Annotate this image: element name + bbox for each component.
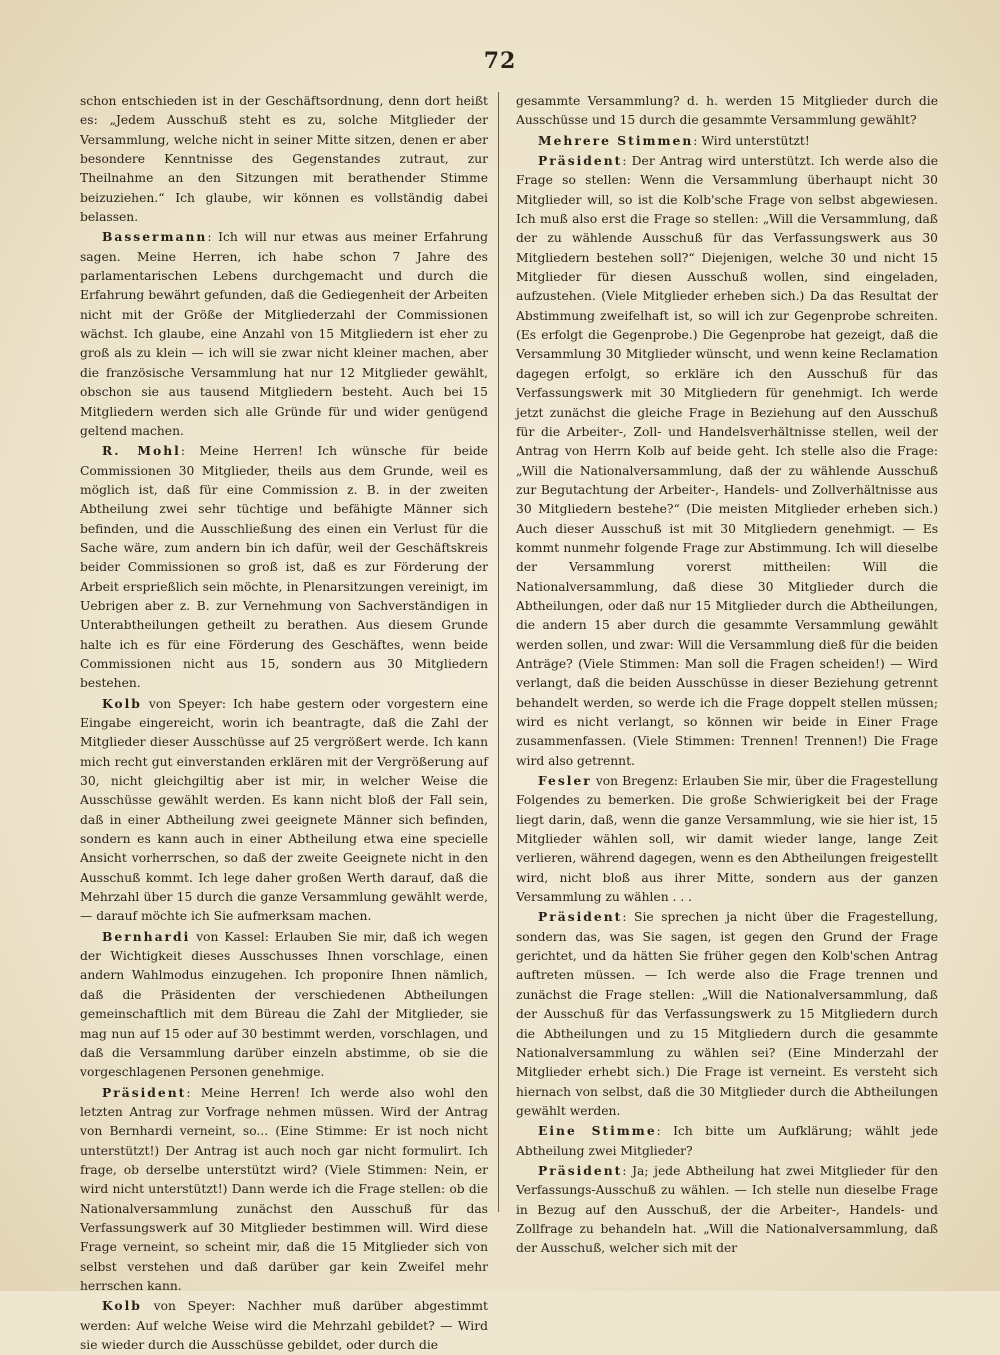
speaker-name: Kolb <box>102 1298 142 1314</box>
speaker-name: Bassermann <box>102 229 208 245</box>
speaker-name: Präsident <box>538 1162 623 1178</box>
paragraph: gesammte Versammlung? d. h. werden 15 Mitglieder durch die Ausschüsse und 15 durch die gesammte Versammlung gewählt? <box>516 94 938 128</box>
paragraph: Kolb von Speyer: Ich habe gestern oder vorgestern eine Eingabe eingereicht, worin ich beantragte, daß die Zahl der Mitglieder dieser Ausschüsse auf 25 vergrößert werde. Ich kann mich recht gut einverstanden erklären mit der Vergrößerung auf 30, nicht gleichgiltig aber ist mir, in welcher Weise die Ausschüsse gewählt werden. Es kann nicht bloß der Fall sein, daß in einer Abtheilung zwei geeignete Männer sich befinden, sondern es kann auch in einer Abtheilung etwa eine specielle Ansicht vorherrschen, so daß der zweite Geeignete nicht in den Ausschuß kommt. Ich lege daher großen Werth darauf, daß die Mehrzahl über 15 durch die ganze Versammlung gewählt werde, — darauf möchte ich Sie aufmerksam machen. <box>80 695 488 924</box>
column-divider <box>498 92 499 1212</box>
paragraph: R. Mohl: Meine Herren! Ich wünsche für beide Commissionen 30 Mitglieder, theils aus dem Grunde, weil es möglich ist, daß für eine Commission z. B. in der zweiten Abtheilung zwei sehr tüchtige und befähigte Männer sich befinden, und die Ausschließung des einen ein Verlust für die Sache wäre, zum andern bin ich dafür, weil der Geschäftskreis beider Commissionen so groß ist, daß es zur Förderung der Arbeit ersprießlich sein möchte, in Plenarsitzungen vereinigt, im Uebrigen aber z. B. zur Vernehmung von Sachverständigen in Unterabtheilungen getheilt zu berathen. Aus diesem Grunde halte ich es für eine Förderung des Geschäftes, wenn beide Commissionen nicht aus 15, sondern aus 30 Mitgliedern bestehen. <box>80 443 488 691</box>
paragraph: Fesler von Bregenz: Erlauben Sie mir, über die Fragestellung Folgendes zu bemerken. Die große Schwierigkeit bei der Frage liegt darin, daß, wenn die ganze Versammlung, wie sie hier ist, 15 Mitglieder wählen soll, wir damit wieder lange, lange Zeit verlieren, während dagegen, wenn es den Abtheilungen freigestellt wird, nicht bloß aus ihrer Mitte, sondern aus der ganzen Versammlung zu wählen . . . <box>516 773 938 905</box>
paragraph: Kolb von Speyer: Nachher muß darüber abgestimmt werden: Auf welche Weise wird die Mehrzahl gebildet? — Wird sie wieder durch die Ausschüsse gebildet, oder durch die <box>80 1298 488 1352</box>
paragraph: Bernhardi von Kassel: Erlauben Sie mir, daß ich wegen der Wichtigkeit dieses Ausschusses Ihnen vorschlage, einen andern Wahlmodus einzugehen. Ich proponire Ihnen nämlich, daß die Präsidenten der verschiedenen Abtheilungen gemeinschaftlich mit dem Büreau die Zahl der Mitglieder, sie mag nun auf 15 oder auf 30 bestimmt werden, vorschlagen, und daß die Versammlung darüber einzeln abstimme, ob sie die vorgeschlagenen Personen genehmige. <box>80 928 488 1080</box>
speaker-name: Eine Stimme <box>538 1123 657 1139</box>
right-column <box>516 92 938 1259</box>
paragraph: Präsident: Ja; jede Abtheilung hat zwei Mitglieder für den Verfassungs-Ausschuß zu wählen. — Ich stelle nun dieselbe Frage in Bezug auf den Ausschuß, der die Arbeiter-, Handels- und Zollfrage zu behandeln hat. „Will die Nationalversammlung, daß der Ausschuß, welcher sich mit der <box>516 1162 938 1256</box>
speaker-name: Präsident <box>538 153 623 169</box>
speaker-name: Fesler <box>538 773 592 789</box>
paragraph: schon entschieden ist in der Geschäftsordnung, denn dort heißt es: „Jedem Ausschuß steht es zu, solche Mitglieder der Versammlung, welche nicht in seiner Mitte sitzen, denen er aber besondere Kenntnisse des Gegenstandes zutraut, zur Theilnahme an den Sitzungen mit berathender Stimme beizuziehen.“ Ich glaube, wir können es vollständig dabei belassen. <box>80 94 488 225</box>
speaker-name: R. Mohl <box>102 443 181 459</box>
speaker-name: Präsident <box>538 909 623 925</box>
paragraph: Präsident: Meine Herren! Ich werde also wohl den letzten Antrag zur Vorfrage nehmen müssen. Wird der Antrag von Bernhardi verneint, so... (Eine Stimme: Er ist noch nicht unterstützt!) Der Antrag ist auch noch gar nicht formulirt. Ich frage, ob derselbe unterstützt wird? (Viele Stimmen: Nein, er wird nicht unterstützt!) Dann werde ich die Frage stellen: ob die Nationalversammlung zunächst den Ausschuß für das Verfassungswerk auf 30 Mitglieder bestimmen will. Wird diese Frage verneint, so scheint mir, daß die 15 Mitglieder sich von selbst verstehen und daß darüber gar kein Zweifel mehr herrschen kann. <box>80 1084 488 1293</box>
paragraph: Mehrere Stimmen: Wird unterstützt! <box>538 132 810 148</box>
paragraph: Eine Stimme: Ich bitte um Aufklärung; wählt jede Abtheilung zwei Mitglieder? <box>516 1123 939 1158</box>
page-number: 72 <box>483 48 517 74</box>
paragraph: Präsident: Der Antrag wird unterstützt. Ich werde also die Frage so stellen: Wenn die Versammlung überhaupt nicht 30 Mitglieder will, so ist die Kolb'sche Frage von selbst abgewiesen. Ich muß also erst die Frage so stellen: „Will die Versammlung, daß der zu wählende Ausschuß für das Verfassungswerk aus 30 Mitgliedern bestehen soll?“ Diejenigen, welche 30 und nicht 15 Mitglieder für diesen Ausschuß wollen, sind eingeladen, aufzustehen. (Viele Mitglieder erheben sich.) Da das Resultat der Abstimmung zweifelhaft ist, so will ich zur Gegenprobe schreiten. (Es erfolgt die Gegenprobe.) Die Gegenprobe hat gezeigt, daß die Versammlung 30 Mitglieder wünscht, und wenn keine Reclamation dagegen erfolgt, so erkläre ich den Ausschuß für das Verfassungswerk mit 30 Mitgliedern für genehmigt. Ich werde jetzt zunächst die gleiche Frage in Beziehung auf den Ausschuß für die Arbeiter-, Zoll- und Handelsverhältnisse stellen, weil der Antrag von Herrn Kolb auf beide geht. Ich stelle also die Frage: „Will die Nationalversammlung, daß der zu wählende Ausschuß zur Begutachtung der Arbeiter-, Handels- und Zollverhältnisse aus 30 Mitgliedern bestehe?“ (Die meisten Mitglieder erheben sich.) Auch dieser Ausschuß ist mit 30 Mitgliedern genehmigt. — Es kommt nunmehr folgende Frage zur Abstimmung. Ich will dieselbe der Versammlung vorerst mittheilen: Will die Nationalversammlung, daß diese 30 Mitglieder durch die Abtheilungen, oder daß nur 15 Mitglieder durch die Abtheilungen, die andern 15 aber durch die gesammte Versammlung gewählt werden sollen, und zwar: Will die Versammlung dieß für die beiden Anträge? (Viele Stimmen: Man soll die Fragen scheiden!) — Wird verlangt, daß die beiden Ausschüsse in dieser Beziehung getrennt behandelt werden, so werde ich die Frage doppelt stellen müssen; wird es nicht verlangt, so können wir beide in Einer Frage zusammenfassen. (Viele Stimmen: Trennen! Trennen!) Die Frage wird also getrennt. <box>516 153 938 768</box>
left-column <box>80 92 488 1355</box>
paragraph: Bassermann: Ich will nur etwas aus meiner Erfahrung sagen. Meine Herren, ich habe schon 7 Jahre des parlamentarischen Lebens durchgemacht und durch die Erfahrung bewährt gefunden, daß die Gediegenheit der Arbeiten nicht mit der Größe der Mitgliederzahl der Commissionen wächst. Ich glaube, eine Anzahl von 15 Mitgliedern ist eher zu groß als zu klein — ich will sie zwar nicht kleiner machen, aber die französische Versammlung hat nur 12 Mitglieder gewählt, obschon sie aus tausend Mitgliedern besteht. Auch bei 15 Mitgliedern werden sich alle Gründe für und wider genügend geltend machen. <box>80 229 488 438</box>
speaker-name: Bernhardi <box>102 928 191 944</box>
speaker-name: Mehrere Stimmen <box>538 132 694 148</box>
paragraph: Präsident: Sie sprechen ja nicht über die Fragestellung, sondern das, was Sie sagen, ist gegen den Grund der Frage gerichtet, und da hätten Sie früher gegen den Kolb'schen Antrag auftreten müssen. — Ich werde also die Frage trennen und zunächst die Frage stellen: „Will die Nationalversammlung, daß der Ausschuß für das Verfassungswerk zu 15 Mitgliedern durch die Abtheilungen und zu 15 Mitgliedern durch die gesammte Nationalversammlung zu wählen sei? (Eine Minderzahl der Mitglieder erhebt sich.) Die Frage ist verneint. Es versteht sich hiernach von selbst, daß die 30 Mitglieder durch die Abtheilungen gewählt werden. <box>516 909 938 1118</box>
speaker-name: Kolb <box>102 695 142 711</box>
speaker-name: Präsident <box>102 1084 187 1100</box>
